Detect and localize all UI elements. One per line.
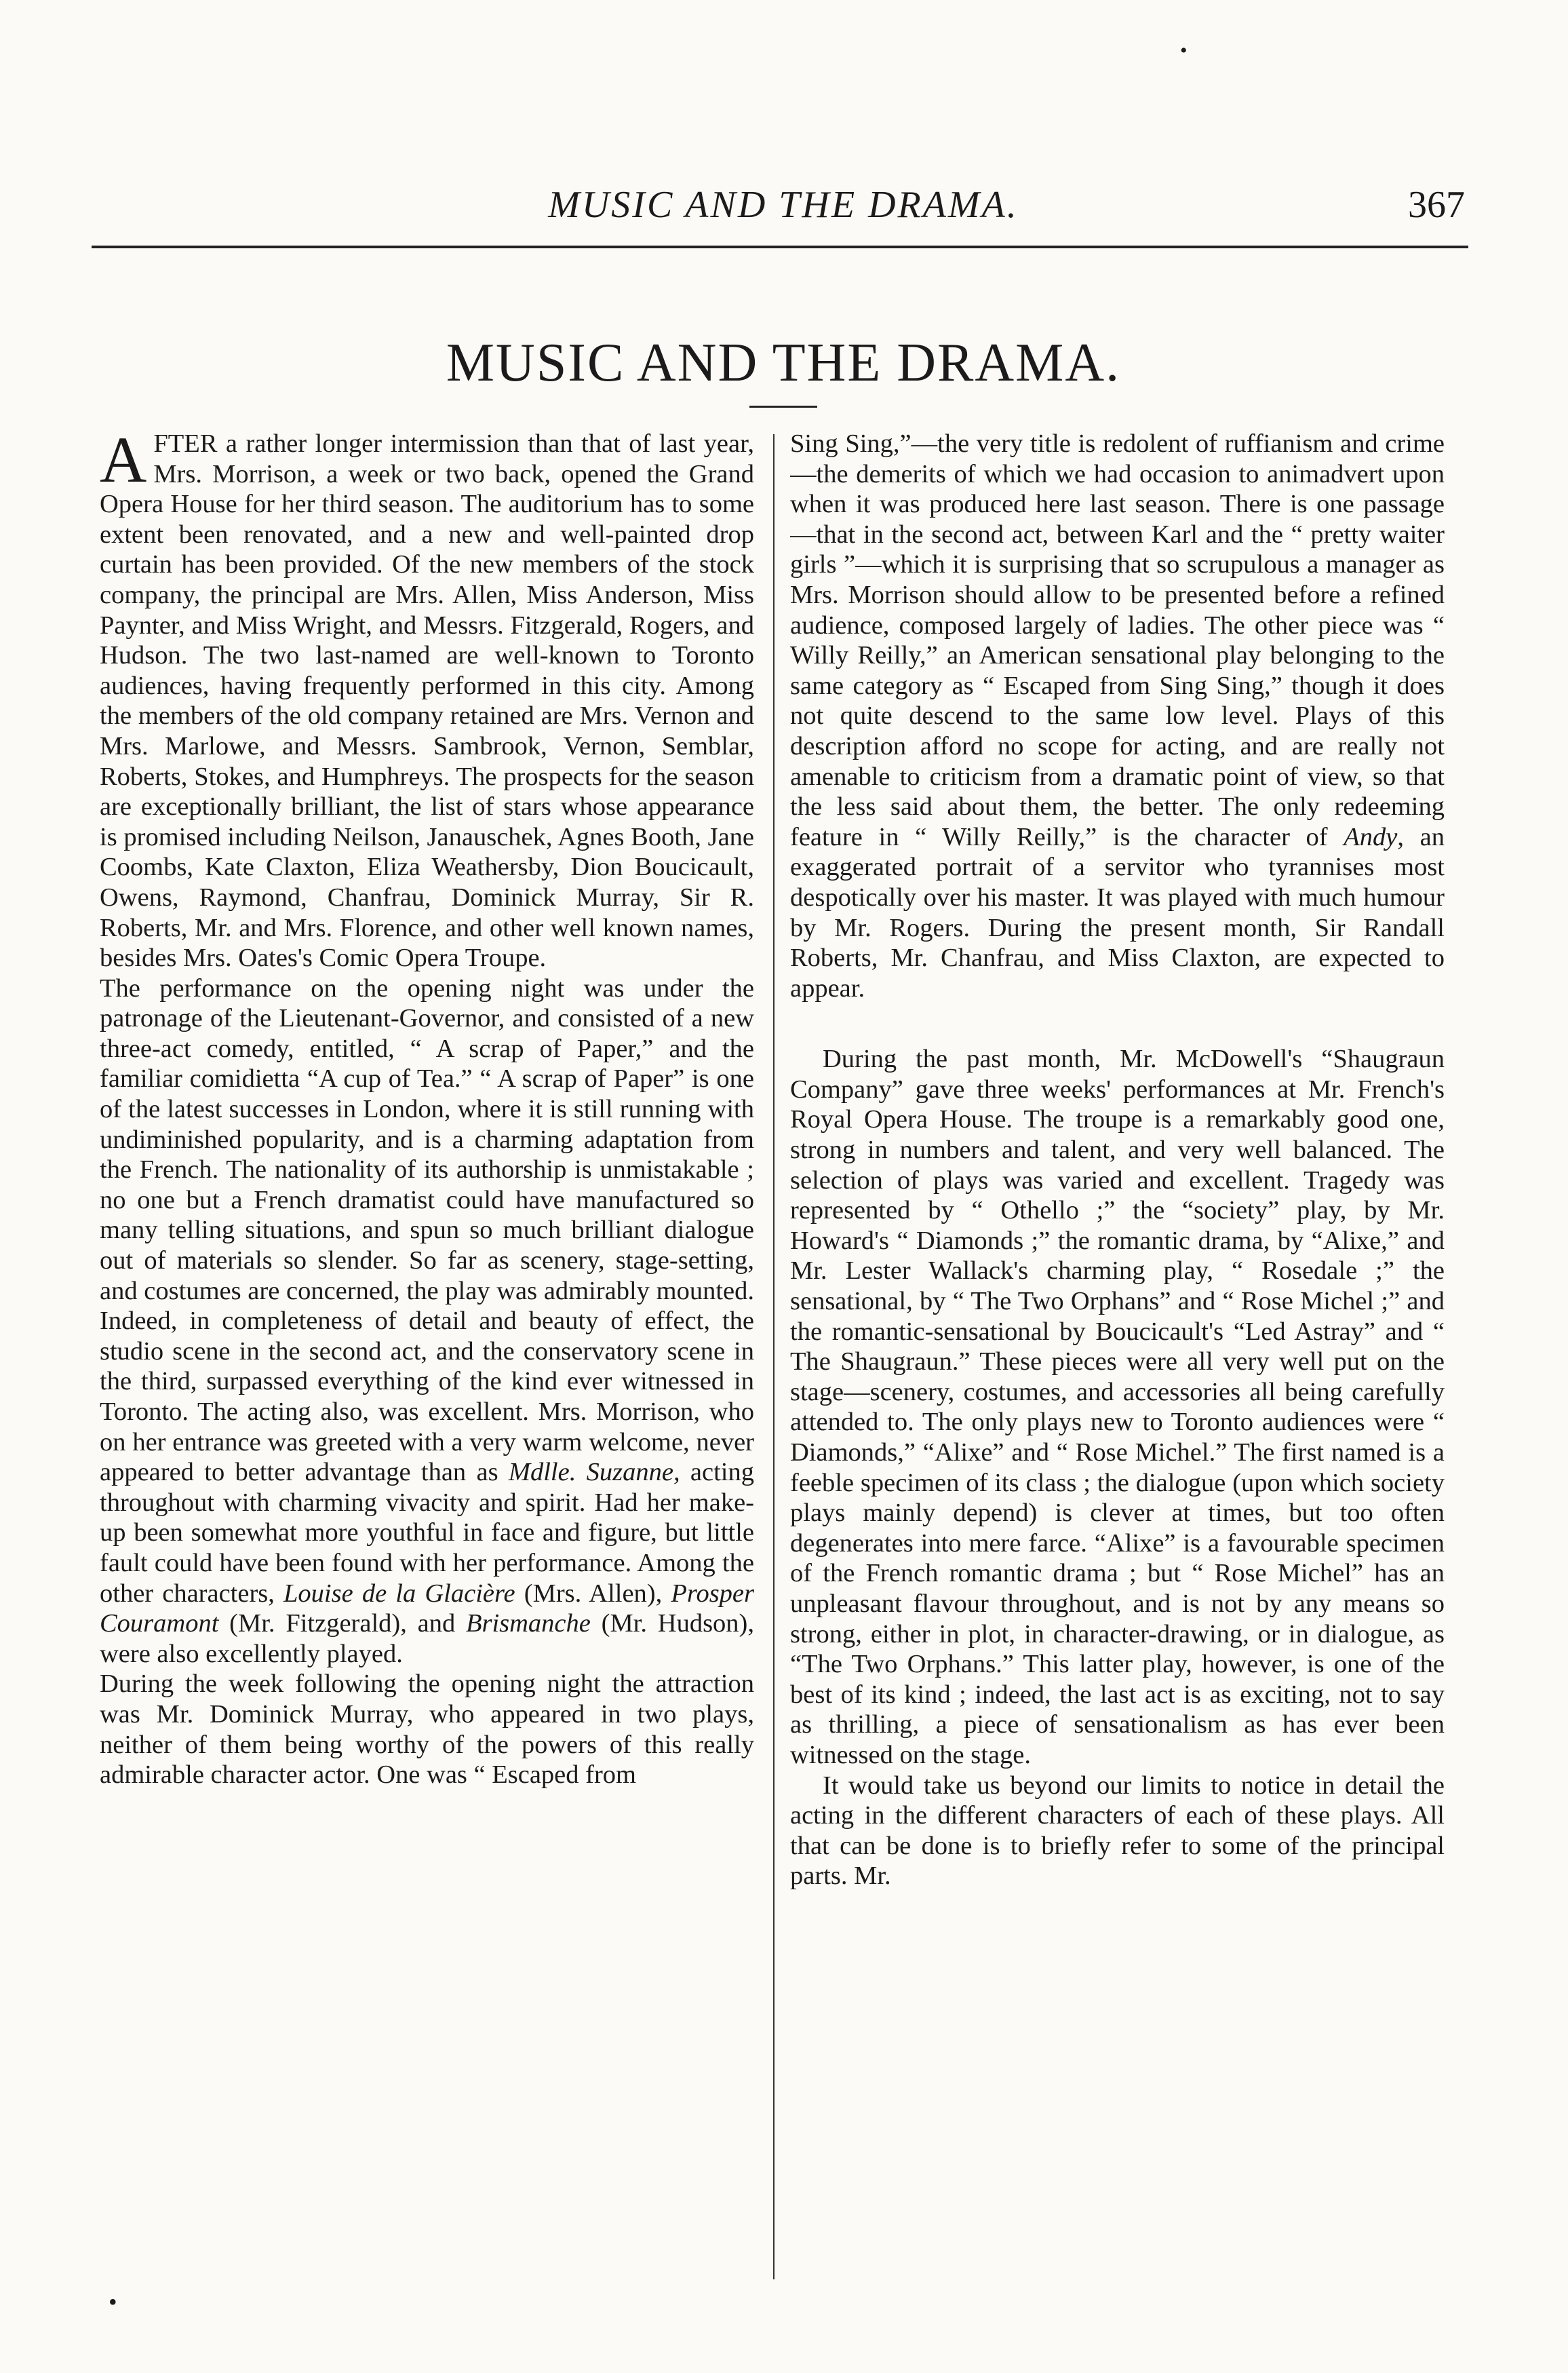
- paragraph: During the week following the opening night the attraction was Mr. Dominick Murray, who appeared in two plays, neither of them being worthy of the powers of this really admirable character actor. One was “ Escaped from: [100, 1670, 754, 1790]
- paragraph: [100, 429, 754, 973]
- stray-mark: •: [109, 2288, 117, 2315]
- character-name: Louise de la Glacière: [283, 1579, 515, 1608]
- column-divider: [773, 434, 775, 2279]
- character-name: Brismanche: [465, 1609, 591, 1638]
- page-number: 367: [1408, 184, 1465, 226]
- character-name: Prosper Couramont: [100, 1579, 754, 1638]
- paragraph-text: , an exaggerated portrait of a servitor who tyrannises most despotically over his master. It was played with much humour by Mr. Rogers. During the present month, Sir Randall Roberts, Mr. Chanfrau, and Miss Claxton, are expected to appear.: [790, 822, 1445, 1003]
- running-head: [102, 183, 1465, 237]
- paragraph-text: (Mr. Hudson), were also excellently played.: [100, 1609, 754, 1668]
- left-column: [100, 429, 754, 2281]
- character-name: Mdlle. Suzanne,: [508, 1458, 680, 1487]
- paragraph-text: (Mr. Fitzgerald), and: [218, 1609, 466, 1638]
- title-rule: [749, 406, 817, 408]
- header-rule: [92, 246, 1468, 248]
- section-break: [790, 1003, 1445, 1044]
- paragraph-text: The performance on the opening night was under the patronage of the Lieutenant-Governor, and consisted of a new three-act comedy, entitled, “ A scrap of Paper,” and the familiar comidietta “A cup of Tea.” “ A scrap of Paper” is one of the latest successes in London, where it is still running with undiminished popularity, and is a charming adaptation from the French. The nationality of its authorship is unmistakable ; no one but a French dramatist could have manufactured so many telling situations, and spun so much brilliant dialogue out of materials so slender. So far as scenery, stage-setting, and costumes are concerned, the play was admirably mounted. Indeed, in completeness of detail and beauty of effect, the studio scene in the second act, and the conservatory scene in the third, surpassed everything of the kind ever witnessed in Toronto. The acting also, was excellent. Mrs. Morrison, who on her entrance was greeted with a very warm welcome, never appeared to better advantage than as: [100, 973, 754, 1487]
- right-column: [790, 429, 1445, 2281]
- paragraph-text: acting throughout with charming vivacity and spirit. Had her make-up been somewhat more youthful in face and figure, but little fault could have been found with her performance. Among the other characters,: [100, 1458, 754, 1608]
- paragraph: During the past month, Mr. McDowell's “Shaugraun Company” gave three weeks' performances at Mr. French's Royal Opera House. The troupe is a remarkably good one, strong in numbers and talent, and very well balanced. The selection of plays was varied and excellent. Tragedy was represented by “ Othello ;” the “society” play, by Mr. Howard's “ Diamonds ;” the romantic drama, by “Alixe,” and Mr. Lester Wallack's charming play, “ Rosedale ;” the sensational, by “ The Two Orphans” and “ Rose Michel ;” and the romantic-sensational by Boucicault's “Led Astray” and “ The Shaugraun.” These pieces were all very well put on the stage—scenery, costumes, and accessories all being carefully attended to. The only plays new to Toronto audiences were “ Diamonds,” “Alixe” and “ Rose Michel.” The first named is a feeble specimen of its class ; the dialogue (upon which society plays mainly depend) is clever at times, but too often degenerates into mere farce. “Alixe” is a favourable specimen of the French romantic drama ; but “ Rose Michel” has an unpleasant flavour throughout, and is not by any means so strong, either in plot, in character-drawing, or in dialogue, as “The Two Orphans.” This latter play, however, is one of the best of its kind ; indeed, the last act is as exciting, not to say as thrilling, a piece of sensationalism as has ever been witnessed on the stage.: [790, 1045, 1445, 1769]
- running-title: MUSIC AND THE DRAMA.: [548, 184, 1019, 226]
- paragraph: [790, 429, 1445, 1003]
- paragraph-text: (Mrs. Allen),: [515, 1579, 671, 1608]
- paragraph-text: FTER a rather longer intermission than that of last year, Mrs. Morrison, a week or two back, opened the Grand Opera House for her third season. The auditorium has to some extent been renovated, and a new and well-painted drop curtain has been provided. Of the new members of the stock company, the principal are Mrs. Allen, Miss Anderson, Miss Paynter, and Miss Wright, and Messrs. Fitzgerald, Rogers, and Hudson. The two last-named are well-known to Toronto audiences, having frequently performed in this city. Among the members of the old company retained are Mrs. Vernon and Mrs. Marlowe, and Messrs. Sambrook, Vernon, Semblar, Roberts, Stokes, and Humphreys. The prospects for the season are exceptionally brilliant, the list of stars whose appearance is promised including Neilson, Janauschek, Agnes Booth, Jane Coombs, Kate Claxton, Eliza Weathersby, Dion Boucicault, Owens, Raymond, Chanfrau, Dominick Murray, Sir R. Roberts, Mr. and Mrs. Florence, and other well known names, besides Mrs. Oates's Comic Opera Troupe.: [100, 429, 754, 973]
- paragraph: [100, 973, 754, 1670]
- drop-cap: A: [100, 429, 147, 496]
- paragraph-text: Sing Sing,”—the very title is redolent of ruffianism and crime—the demerits of which we had occasion to animadvert upon when it was produced here last season. There is one passage —that in the second act, between Karl and the “ pretty waiter girls ”—which it is surprising that so scrupulous a manager as Mrs. Morrison should allow to be presented before a refined audience, composed largely of ladies. The other piece was “ Willy Reilly,” an American sensational play belonging to the same category as “ Escaped from Sing Sing,” though it does not quite descend to the same low level. Plays of this description afford no scope for acting, and are really not amenable to criticism from a dramatic point of view, so that the less said about them, the better. The only redeeming feature in “ Willy Reilly,” is the character of: [790, 429, 1445, 851]
- paragraph: It would take us beyond our limits to notice in detail the acting in the different characters of each of these plays. All that can be done is to briefly refer to some of the principal parts. Mr.: [790, 1771, 1445, 1891]
- article-title: MUSIC AND THE DRAMA.: [446, 333, 1121, 393]
- character-name: Andy: [1344, 822, 1398, 851]
- stray-mark: •: [1180, 39, 1188, 62]
